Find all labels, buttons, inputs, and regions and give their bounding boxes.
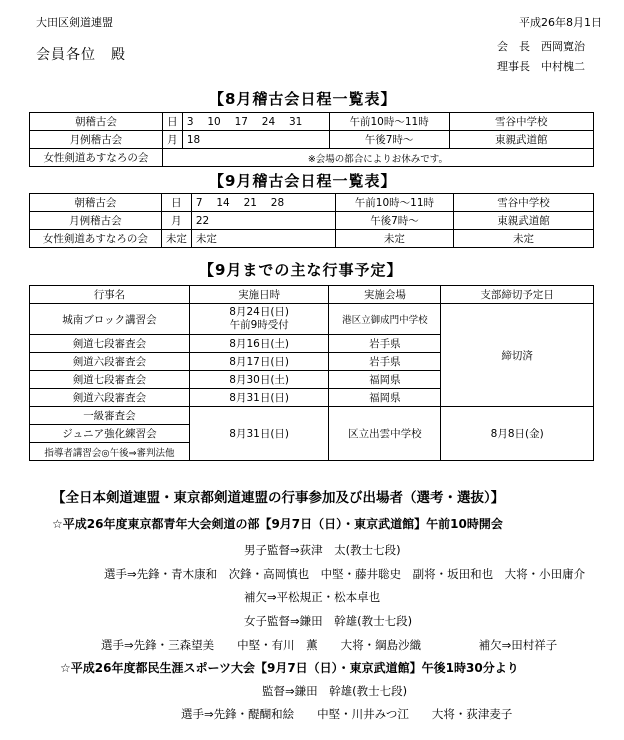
column-header: 実施会場 bbox=[329, 286, 441, 304]
dates: 未定 bbox=[191, 230, 335, 248]
greeting: 会員各位 殿 bbox=[36, 47, 126, 63]
event-name: 剣道六段審査会 bbox=[30, 353, 190, 371]
event2-heading: ☆平成26年度都民生涯スポーツ大会【9月7日（日）・東京武道館】午後1時30分より bbox=[60, 661, 519, 675]
events-table bbox=[29, 285, 594, 461]
dates: 18 bbox=[182, 131, 329, 149]
event-venue: 福岡県 bbox=[329, 389, 441, 407]
signatory-director: 理事長 中村槐二 bbox=[497, 60, 585, 73]
weekday: 月 bbox=[162, 131, 182, 149]
table-row bbox=[30, 149, 594, 167]
event-venue: 区立出雲中学校 bbox=[329, 407, 441, 461]
august-schedule-table bbox=[29, 112, 594, 167]
event-date-line2: 午前9時受付 bbox=[229, 319, 289, 331]
event-name: 剣道七段審査会 bbox=[30, 335, 190, 353]
table-row bbox=[30, 113, 594, 131]
activity-name: 月例稽古会 bbox=[30, 131, 163, 149]
activity-name: 月例稽古会 bbox=[30, 212, 162, 230]
event-venue: 岩手県 bbox=[329, 335, 441, 353]
participant-line: 選手⇒先鋒・三森望美 中堅・有川 薫 大将・綱島沙織 補欠⇒田村祥子 bbox=[101, 638, 558, 652]
event-name: 指導者講習会◎午後⇒審判法他 bbox=[30, 443, 190, 461]
table-row bbox=[30, 407, 594, 425]
signatory-president: 会 長 西岡寛治 bbox=[497, 40, 585, 53]
activity-name: 朝稽古会 bbox=[30, 194, 162, 212]
place: 雪谷中学校 bbox=[453, 194, 593, 212]
dates: 3 10 17 24 31 bbox=[182, 113, 329, 131]
weekday: 日 bbox=[162, 113, 182, 131]
weekday: 月 bbox=[161, 212, 191, 230]
september-schedule-title: 【9月稽古会日程一覧表】 bbox=[209, 172, 397, 190]
table-row bbox=[30, 230, 594, 248]
dates: 7 14 21 28 bbox=[191, 194, 335, 212]
participant-line: 補欠⇒平松規正・松本卓也 bbox=[244, 590, 381, 604]
table-row bbox=[30, 131, 594, 149]
event-venue: 福岡県 bbox=[329, 371, 441, 389]
table-row bbox=[30, 194, 594, 212]
time: 未定 bbox=[335, 230, 453, 248]
activity-name: 朝稽古会 bbox=[30, 113, 163, 131]
activity-name: 女性剣道あすなろの会 bbox=[30, 149, 163, 167]
weekday: 日 bbox=[161, 194, 191, 212]
event-date: 8月30日(土) bbox=[189, 371, 329, 389]
event-name: 剣道七段審査会 bbox=[30, 371, 190, 389]
participant-line: 女子監督⇒鎌田 幹雄(教士七段) bbox=[244, 614, 413, 628]
event-venue: 港区立御成門中学校 bbox=[329, 304, 441, 335]
time: 午前10時～11時 bbox=[329, 113, 449, 131]
event-venue: 岩手県 bbox=[329, 353, 441, 371]
time: 午前10時～11時 bbox=[335, 194, 453, 212]
event-deadline: 8月8日(金) bbox=[441, 407, 594, 461]
table-row bbox=[30, 304, 594, 335]
dates: 22 bbox=[191, 212, 335, 230]
activity-name: 女性剣道あすなろの会 bbox=[30, 230, 162, 248]
event-name: 剣道六段審査会 bbox=[30, 389, 190, 407]
closure-note: ※会場の都合によりお休みです。 bbox=[162, 149, 593, 167]
event-date bbox=[189, 304, 329, 335]
table-row bbox=[30, 212, 594, 230]
participant-line: 男子監督⇒荻津 太(教士七段) bbox=[244, 543, 401, 557]
organization-name: 大田区剣道連盟 bbox=[36, 16, 113, 29]
event-date: 8月31日(日) bbox=[189, 389, 329, 407]
participants-title: 【全日本剣道連盟・東京都剣道連盟の行事参加及び出場者（選考・選抜）】 bbox=[52, 490, 505, 506]
participant-line: 選手⇒先鋒・青木康和 次鋒・高岡慎也 中堅・藤井聡史 副将・坂田和也 大将・小田庸介 bbox=[104, 567, 586, 581]
column-header: 実施日時 bbox=[189, 286, 329, 304]
table-header-row bbox=[30, 286, 594, 304]
event-date: 8月31日(日) bbox=[189, 407, 329, 461]
events-title: 【9月までの主な行事予定】 bbox=[199, 261, 403, 279]
time: 午後7時～ bbox=[329, 131, 449, 149]
event-date-line1: 8月24日(日) bbox=[229, 306, 290, 318]
issue-date: 平成26年8月1日 bbox=[519, 16, 602, 29]
event-name: 一級審査会 bbox=[30, 407, 190, 425]
place: 未定 bbox=[453, 230, 593, 248]
event-date: 8月17日(日) bbox=[189, 353, 329, 371]
event-date: 8月16日(土) bbox=[189, 335, 329, 353]
event1-heading: ☆平成26年度東京都青年大会剣道の部【9月7日（日）・東京武道館】午前10時開会 bbox=[52, 517, 503, 531]
participant-line: 選手⇒先鋒・醍醐和絵 中堅・川井みつ江 大将・荻津麦子 bbox=[181, 707, 513, 721]
participant-line: 監督⇒鎌田 幹雄(教士七段) bbox=[262, 684, 408, 698]
weekday: 未定 bbox=[161, 230, 191, 248]
column-header: 行事名 bbox=[30, 286, 190, 304]
column-header: 支部締切予定日 bbox=[441, 286, 594, 304]
deadline-closed: 締切済 bbox=[441, 304, 594, 407]
place: 東親武道館 bbox=[453, 212, 593, 230]
time: 午後7時～ bbox=[335, 212, 453, 230]
event-name: ジュニア強化練習会 bbox=[30, 425, 190, 443]
place: 雪谷中学校 bbox=[449, 113, 594, 131]
september-schedule-table bbox=[29, 193, 594, 248]
event-name: 城南ブロック講習会 bbox=[30, 304, 190, 335]
place: 東親武道館 bbox=[449, 131, 594, 149]
august-schedule-title: 【8月稽古会日程一覧表】 bbox=[209, 90, 397, 108]
